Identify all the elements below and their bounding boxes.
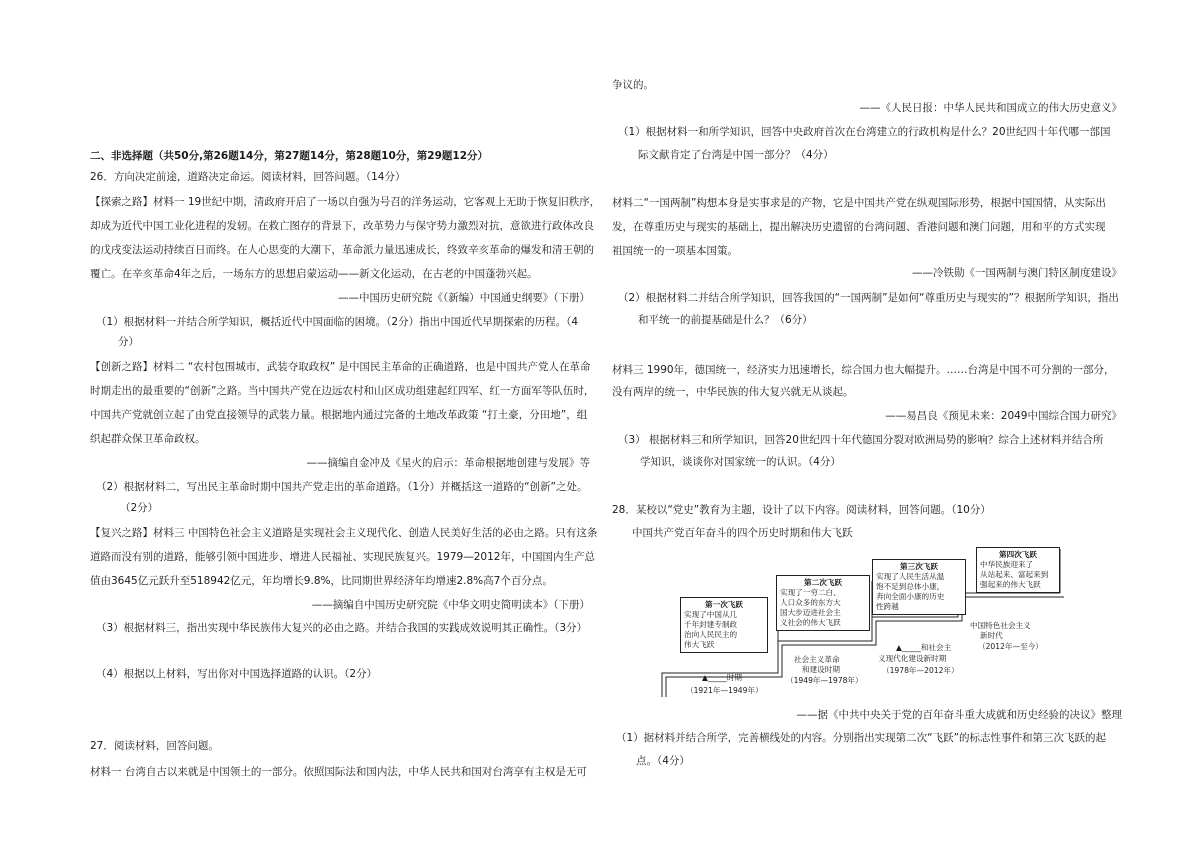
q27-m2-line: 祖国统一的一项基本国策。	[612, 245, 738, 257]
leap-box-text: 性跨越	[876, 602, 899, 611]
leap-box-text: 人口众多的东方大	[780, 598, 841, 607]
q26-m1-line: 却成为近代中国工业化进程的发轫。在救亡图存的背景下，改革势力与保守势力激烈对抗，意欲进行政体改良	[90, 220, 594, 232]
q27-m1: 材料一 台湾自古以来就是中国领土的一部分。依照国际法和国内法，中华人民共和国对台湾享有主权是无可	[90, 766, 587, 778]
q27-q2-line: 和平统一的前提基础是什么？（6分）	[638, 314, 813, 326]
period-3-years: （1978年—2012年）	[882, 666, 959, 675]
leap-box-text: 义社会的伟大飞跃	[780, 618, 841, 627]
leap-box-text: 饱不足到总体小康，	[876, 582, 945, 591]
period-2-years: （1949年—1978年）	[786, 676, 863, 685]
leap-box-text: 实现了人民生活从温	[876, 572, 945, 581]
q26-m2-line: 中国共产党就创立起了由党直接领导的武装力量。根据地内通过完备的土地改革政策 “打土豪，分田地”，组	[90, 409, 588, 421]
q26-m1-source: ——中国历史研究院《（新编）中国通史纲要》（下册）	[338, 292, 590, 304]
q26-m3-line: 道路而没有别的道路，能够引领中国进步、增进人民福祉、实现民族复兴。1979—2012年，中国国内生产总	[90, 551, 595, 563]
q27-m3-line: 没有两岸的统一，中华民族的伟大复兴就无从谈起。	[612, 386, 854, 398]
leap-box-2	[776, 575, 870, 631]
q26-m1-line: 覆亡。在辛亥革命4年之后，一场东方的思想启蒙运动——新文化运动，在古老的中国蓬勃兴起。	[90, 268, 538, 280]
period-2-label: 和建设时期	[802, 665, 840, 674]
q27-q3-line: （3） 根据材料三和所学知识，回答20世纪四十年代德国分裂对欧洲局势的影响？综合上述材料并结合所	[618, 434, 1104, 446]
history-stairs-diagram	[660, 545, 1100, 700]
leap-box-text: 千年封建专制政	[684, 620, 738, 629]
leap-box-1	[680, 597, 768, 653]
q27-q1-line: （1）根据材料一和所学知识，回答中央政府首次在台湾建立的行政机构是什么？20世纪四十年代哪一部国	[618, 126, 1111, 138]
leap-box-text: 国大步迈进社会主	[780, 608, 841, 617]
q27-m1-source: ——《人民日报：中华人民共和国成立的伟大历史意义》	[859, 102, 1122, 114]
period-4-label: 中国特色社会主义	[970, 621, 1031, 630]
leap-box-text: 从站起来、富起来到	[980, 570, 1049, 579]
q27-m2-line: 发，在尊重历史与现实的基础上，提出解决历史遗留的台湾问题、香港问题和澳门问题，用和平的方式实现	[612, 221, 1106, 233]
period-1-years: （1921年—1949年）	[686, 686, 763, 695]
leap-box-title: 第三次飞跃	[900, 562, 938, 571]
q27-m2-line: 材料二“一国两制”构想本身是实事求是的产物，它是中国共产党在纵观国际形势，根据中国国情，从实际出	[612, 197, 1106, 209]
q27-m3-line: 材料三 1990年，德国统一，经济实力迅速增长，综合国力也大幅提升。……台湾是中国不可分割的一部分，	[612, 364, 1115, 376]
leap-box-4	[976, 547, 1060, 593]
diagram-source: ——据《中共中央关于党的百年奋斗重大成就和历史经验的决议》整理	[796, 709, 1122, 721]
period-1-label: ▲_____时期	[702, 673, 743, 682]
leap-box-text: 奔向全面小康的历史	[876, 592, 945, 601]
q27-q2-line: （2）根据材料二并结合所学知识，回答我国的“一国两制”是如何“尊重历史与现实的”？根据所学知识，指出	[618, 292, 1119, 304]
q28-intro: 28．某校以“党史”教育为主题，设计了以下内容。阅读材料，回答问题。（10分）	[612, 504, 991, 516]
q27-intro: 27．阅读材料，回答问题。	[90, 740, 219, 752]
leap-box-text: 中华民族迎来了	[980, 560, 1034, 569]
leap-box-title: 第一次飞跃	[705, 600, 743, 609]
period-3-label: 义现代化建设新时期	[878, 654, 947, 663]
leap-box-text: 治向人民民主的	[684, 630, 738, 639]
q26-m3-line: 【复兴之路】材料三 中国特色社会主义道路是实现社会主义现代化、创造人民美好生活的必由之路。只有这条	[90, 527, 598, 539]
period-4-years: （2012年—至今）	[978, 642, 1043, 651]
q26-intro: 26．方向决定前途，道路决定命运。阅读材料，回答问题。（14分）	[90, 171, 406, 183]
q26-m3-source: ——摘编自中国历史研究院《中华文明史简明读本》（下册）	[311, 599, 590, 611]
period-2-label: 社会主义革命	[794, 655, 840, 664]
q27-m3-source: ——易昌良《预见未来：2049中国综合国力研究》	[885, 410, 1122, 422]
leap-box-title: 第二次飞跃	[804, 578, 842, 587]
q26-m2-line: 织起群众保卫革命政权。	[90, 433, 206, 445]
q26-q1-line: （1）根据材料一并结合所学知识，概括近代中国面临的困境。（2分）指出中国近代早期探索的历程。（4	[96, 316, 579, 328]
q27-q3-line: 学知识，谈谈你对国家统一的认识。（4分）	[640, 456, 841, 468]
q26-m2-line: 【创新之路】材料二 “农村包围城市，武装夺取政权” 是中国民主革命的正确道路，也是中国共产党人在革命	[90, 361, 591, 373]
leap-box-text: 伟大飞跃	[684, 640, 715, 649]
q28-q1-line: 点。（4分）	[636, 755, 690, 767]
q28-q1-line: （1）据材料并结合所学，完善横线处的内容。分别指出实现第二次“飞跃”的标志性事件和第三次飞跃的起	[616, 732, 1107, 744]
q26-q2-line: （2）根据材料二，写出民主革命时期中国共产党走出的革命道路。（1分）并概括这一道路的“创新”之处。	[96, 481, 588, 493]
leap-box-text: 实现了中国从几	[684, 610, 738, 619]
leap-box-3	[872, 559, 966, 615]
leap-box-text: 强起来的伟大飞跃	[980, 580, 1041, 589]
period-3-label: ▲_____和社会主	[896, 643, 952, 652]
period-4-label: 新时代	[980, 631, 1003, 640]
q26-q1-line: 分）	[118, 336, 139, 348]
q26-q2-line: （2分）	[120, 502, 159, 514]
q26-m2-line: 时期走出的最重要的“创新”之路。当中国共产党在边远农村和山区成功组建起红四军、红一方面军等队伍时，	[90, 385, 595, 397]
q27-cont: 争议的。	[612, 79, 654, 91]
leap-box-title: 第四次飞跃	[999, 550, 1037, 559]
q27-q1-line: 际文献肯定了台湾是中国一部分？（4分）	[638, 149, 834, 161]
section-title: 二、非选择题（共50分,第26题14分，第27题14分，第28题10分，第29题12分）	[90, 150, 488, 162]
q26-m1-line: 的戊戌变法运动持续百日而终。在人心思变的大潮下，革命派力量迅速成长，终致辛亥革命的爆发和清王朝的	[90, 244, 594, 256]
q26-q4: （4）根据以上材料，写出你对中国选择道路的认识。（2分）	[96, 668, 378, 680]
q26-m2-source: ——摘编自金冲及《星火的启示：革命根据地创建与发展》等	[306, 457, 590, 469]
diagram-title: 中国共产党百年奋斗的四个历史时期和伟大飞跃	[632, 527, 853, 539]
q27-m2-source: ——冷铁勋《一国两制与澳门特区制度建设》	[912, 267, 1122, 279]
q26-m1-line: 【探索之路】材料一 19世纪中期，清政府开启了一场以自强为号召的洋务运动，它客观上无助于恢复旧秩序，	[90, 196, 601, 208]
q26-m3-line: 值由3645亿元跃升至518942亿元，年均增长9.8%，比同期世界经济年均增速2.8%高7个百分点。	[90, 575, 553, 587]
leap-box-text: 实现了一穷二白、	[780, 588, 841, 597]
q26-q3: （3）根据材料三，指出实现中华民族伟大复兴的必由之路。并结合我国的实践成效说明其正确性。（3分）	[96, 622, 588, 634]
